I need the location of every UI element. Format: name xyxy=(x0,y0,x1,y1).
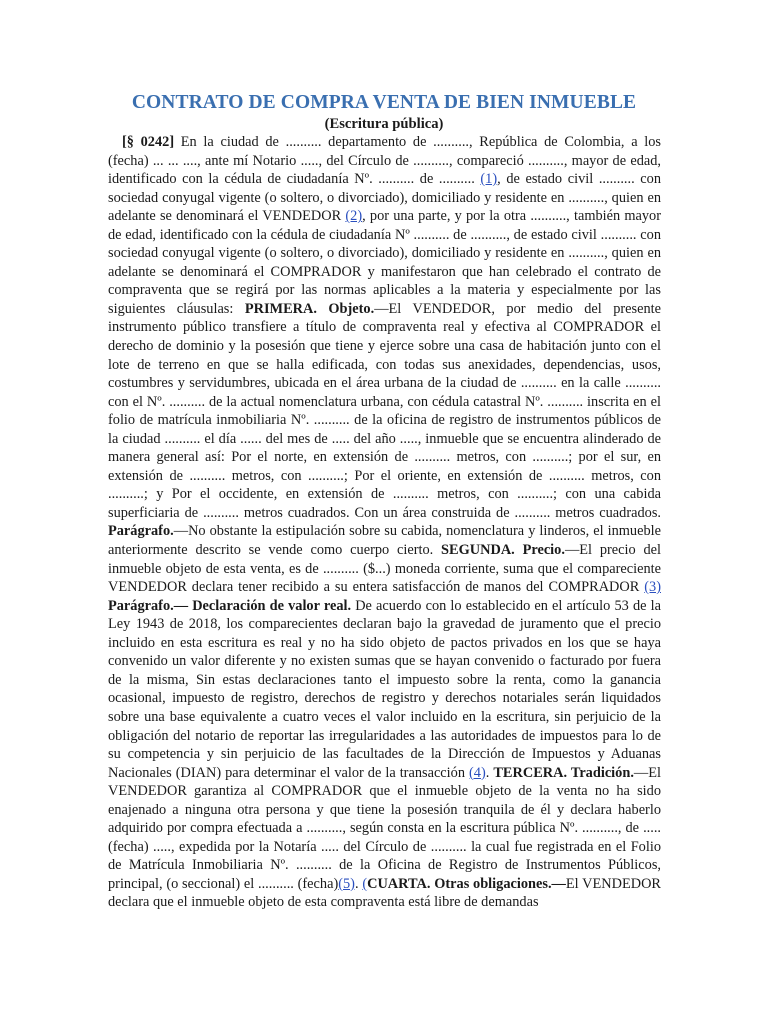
body-text: —El VENDEDOR, por medio del presente instrumento público transfiere a título de compraventa real y efectiva al COMPRADOR el derecho de dominio y la posesión que tiene y ejerce sobre una casa de habitación junto con el lote de terreno en que se halla edificada, con todas sus anexidades, dependencias, usos, costumbres y servidumbres, ubicada en el área urbana de la ciudad de .......... en la calle .......... con el Nº. .......... de la actual nomenclatura urbana, con cédula catastral Nº. .......... inscrita en el folio de matrícula inmobiliaria Nº. .......... de la oficina de registro de instrumentos públicos de la ciudad .......... el día ...... del mes de ..... del año ....., inmueble que se encuentra alinderado de manera general así: Por el norte, en extensión de .......... metros, con ..........; por el sur, en extensión de .......... metros, con ..........; Por el oriente, en extensión de .......... metros, con ..........; y Por el occidente, en extensión de .......... metros, con ..........; con una cabida superficiaria de .......... metros cuadrados. Con un área construida de .......... metros cuadrados. xyxy=(108,300,662,521)
clause-heading-cuarta: CUARTA. Otras obligaciones.— xyxy=(367,875,566,892)
body-text: , por una parte, y por la otra .........., también mayor de edad, identificado con la cédula de ciudadanía Nº .......... de .........., de estado civil .......... con sociedad conyugal vigente (o soltero, o divorciado), domiciliado y residente en .........., quien en adelante se denominará el COMPRADOR y manifestaron que han celebrado el contrato de compraventa que se regirá por las normas aplicables a la materia y especialmente por las siguientes cláusulas: xyxy=(108,208,662,317)
contract-paragraph: [§ 0242] En la ciudad de .......... departamento de .........., República de Colombia, a los (fecha) ... ... ...., ante mí Notario ....., del Círculo de .........., compareció .........., mayor de edad, identificado con la cédula de ciudadanía Nº. .......... de .......... (1), de estado civil .......... con sociedad conyugal vigente (o soltero, o divorciado), domiciliado y residente en .........., quien en adelante se denominará el VENDEDOR (2), por una parte, y por la otra .........., también mayor de edad, identificado con la cédula de ciudadanía Nº .......... de .........., de estado civil .......... con sociedad conyugal vigente (o soltero, o divorciado), domiciliado y residente en .........., quien en adelante se denominará el COMPRADOR y manifestaron que han celebrado el contrato de compraventa que se regirá por las normas aplicables a la materia y especialmente por las siguientes cláusulas: PRIMERA. Objeto.—El VENDEDOR, por medio del presente instrumento público transfiere a título de compraventa real y efectiva al COMPRADOR el derecho de dominio y la posesión que tiene y ejerce sobre una casa de habitación junto con el lote de terreno en que se halla edificada, con todas sus anexidades, dependencias, usos, costumbres y servidumbres, ubicada en el área urbana de la ciudad de .......... en la calle .......... con el Nº. .......... de la actual nomenclatura urbana, con cédula catastral Nº. .......... inscrita en el folio de matrícula inmobiliaria Nº. .......... de la oficina de registro de instrumentos públicos de la ciudad .......... el día ...... del mes de ..... del año ....., inmueble que se encuentra alinderado de manera general así: Por el norte, en extensión de .......... metros, con ..........; por el sur, en extensión de .......... metros, con ..........; Por el oriente, en extensión de .......... metros, con ..........; y Por el occidente, en extensión de .......... metros, con ..........; con una cabida superficiaria de .......... metros cuadrados. Con un área construida de .......... metros cuadrados. Parágrafo.—No obstante la estipulación sobre su cabida, nomenclatura y linderos, el inmueble anteriormente descrito se vende como cuerpo cierto. SEGUNDA. Precio.—El precio del inmueble objeto de esta venta, es de .......... ($...) moneda corriente, suma que el compareciente VENDEDOR declara tener recibido a su entera satisfacción de manos del COMPRADOR (3) Parágrafo.— Declaración de valor real. De acuerdo con lo establecido en el artículo 53 de la Ley 1943 de 2018, los comparecientes declaran bajo la gravedad de juramento que el precio incluido en esta escritura es real y no ha sido objeto de pactos privados en los que se haya convenido un valor diferente y no existen sumas que se hayan convenido o facturado por fuera de la misma, Sin estas declaraciones tanto el impuesto sobre la renta, como la ganancia ocasional, impuesto de registro, derechos de registro y derechos notariales serán liquidados sobre una base equivalente a cuatro veces el valor incluido en la escritura, sin perjuicio de la obligación del notario de reportar las irregularidades a las autoridades de impuestos para lo de su competencia y sin perjuicio de las facultades de la Dirección de Impuestos y Aduanas Nacionales (DIAN) para determinar el valor de la transacción (4). TERCERA. Tradición.—El VENDEDOR garantiza al COMPRADOR que el inmueble objeto de la venta no ha sido enajenado a ninguna otra persona y que tiene la posesión tranquila de él y declara haberlo adquirido por compra efectuada a .........., según consta en la escritura pública Nº. .........., de ..... (fecha) ....., expedida por la Notaría ..... del Círculo de .......... la cual fue registrada en el Folio de Matrícula Inmobiliaria Nº. .......... de la Oficina de Registro de Instrumentos Públicos, principal, (o seccional) el .......... (fecha)(5). (CUARTA. Otras obligaciones.—El VENDEDOR declara que el inmueble objeto de esta compraventa está libre de demandas xyxy=(108,134,662,911)
clause-heading-paragrafo-valor: Parágrafo.— Declaración de valor real. xyxy=(108,597,352,614)
section-tag: [§ 0242] xyxy=(122,134,175,150)
clause-heading-primera: PRIMERA. Objeto. xyxy=(244,300,375,317)
footnote-link-1[interactable]: (1) xyxy=(480,171,498,188)
footnote-link-4[interactable]: (4) xyxy=(469,764,486,781)
body-text: De acuerdo con lo establecido en el artículo 53 de la Ley 1943 de 2018, los comparecientes declaran bajo la gravedad de juramento que el precio incluido en esta escritura es real y no ha sido objeto de pactos privados en los que se haya convenido un valor diferente y no existen sumas que se hayan convenido o facturado por fuera de la misma, Sin estas declaraciones tanto el impuesto sobre la renta, como la ganancia ocasional, impuesto de registro, derechos de registro y derechos notariales serán liquidados sobre una base equivalente a cuatro veces el valor incluido en la escritura, sin perjuicio de la obligación del notario de reportar las irregularidades a las autoridades de impuestos para lo de su competencia y sin perjuicio de las facultades de la Dirección de Impuestos y Aduanas Nacionales (DIAN) para determinar el valor de la transacción xyxy=(108,597,661,781)
body-text: El VENDEDOR declara que el inmueble objeto de esta compraventa está libre de demandas xyxy=(108,875,661,911)
footnote-link-5[interactable]: (5) xyxy=(338,875,355,892)
footnote-link-6[interactable]: ( xyxy=(362,875,368,892)
document-subtitle: (Escritura pública) xyxy=(324,116,444,132)
body-text: En la ciudad de .......... departamento de .........., República de Colombia, a los (fecha) ... ... ...., ante mí Notario ....., del Círculo de .........., compareció .........., mayor de edad, identificado con la cédula de ciudadanía Nº. .......... de .......... xyxy=(108,134,661,188)
clause-heading-segunda: SEGUNDA. Precio. xyxy=(441,542,565,559)
clause-heading-paragrafo: Parágrafo. xyxy=(108,523,174,540)
body-text: —El VENDEDOR garantiza al COMPRADOR que el inmueble objeto de la venta no ha sido enajenado a ninguna otra persona y que tiene la posesión tranquila de él y declara haberlo adquirido por compra efectuada a .........., según consta en la escritura pública Nº. .........., de ..... (fecha) ....., expedida por la Notaría ..... del Círculo de .......... la cual fue registrada en el Folio de Matrícula Inmobiliaria Nº. .......... de la Oficina de Registro de Instrumentos Públicos, principal, (o seccional) el .......... (fecha) xyxy=(108,764,661,892)
document-title: CONTRATO DE COMPRA VENTA DE BIEN INMUEBLE xyxy=(131,92,637,113)
footnote-link-2[interactable]: (2) xyxy=(345,208,363,225)
body-text: —No obstante la estipulación sobre su cabida, nomenclatura y linderos, el inmueble anteriormente descrito se vende como cuerpo cierto. xyxy=(108,523,661,559)
contract-body xyxy=(108,133,661,912)
footnote-link-3[interactable]: (3) xyxy=(644,579,661,596)
clause-heading-tercera: TERCERA. Tradición. xyxy=(493,764,634,781)
body-text: , de estado civil .......... con sociedad conyugal vigente (o soltero, o divorciado), domiciliado y residente en .........., quien en adelante se denominará el VENDEDOR xyxy=(108,171,661,225)
body-text: —El precio del inmueble objeto de esta venta, es de .......... ($...) moneda corriente, suma que el compareciente VENDEDOR declara tener recibido a su entera satisfacción de manos del COMPRADOR xyxy=(108,542,662,596)
